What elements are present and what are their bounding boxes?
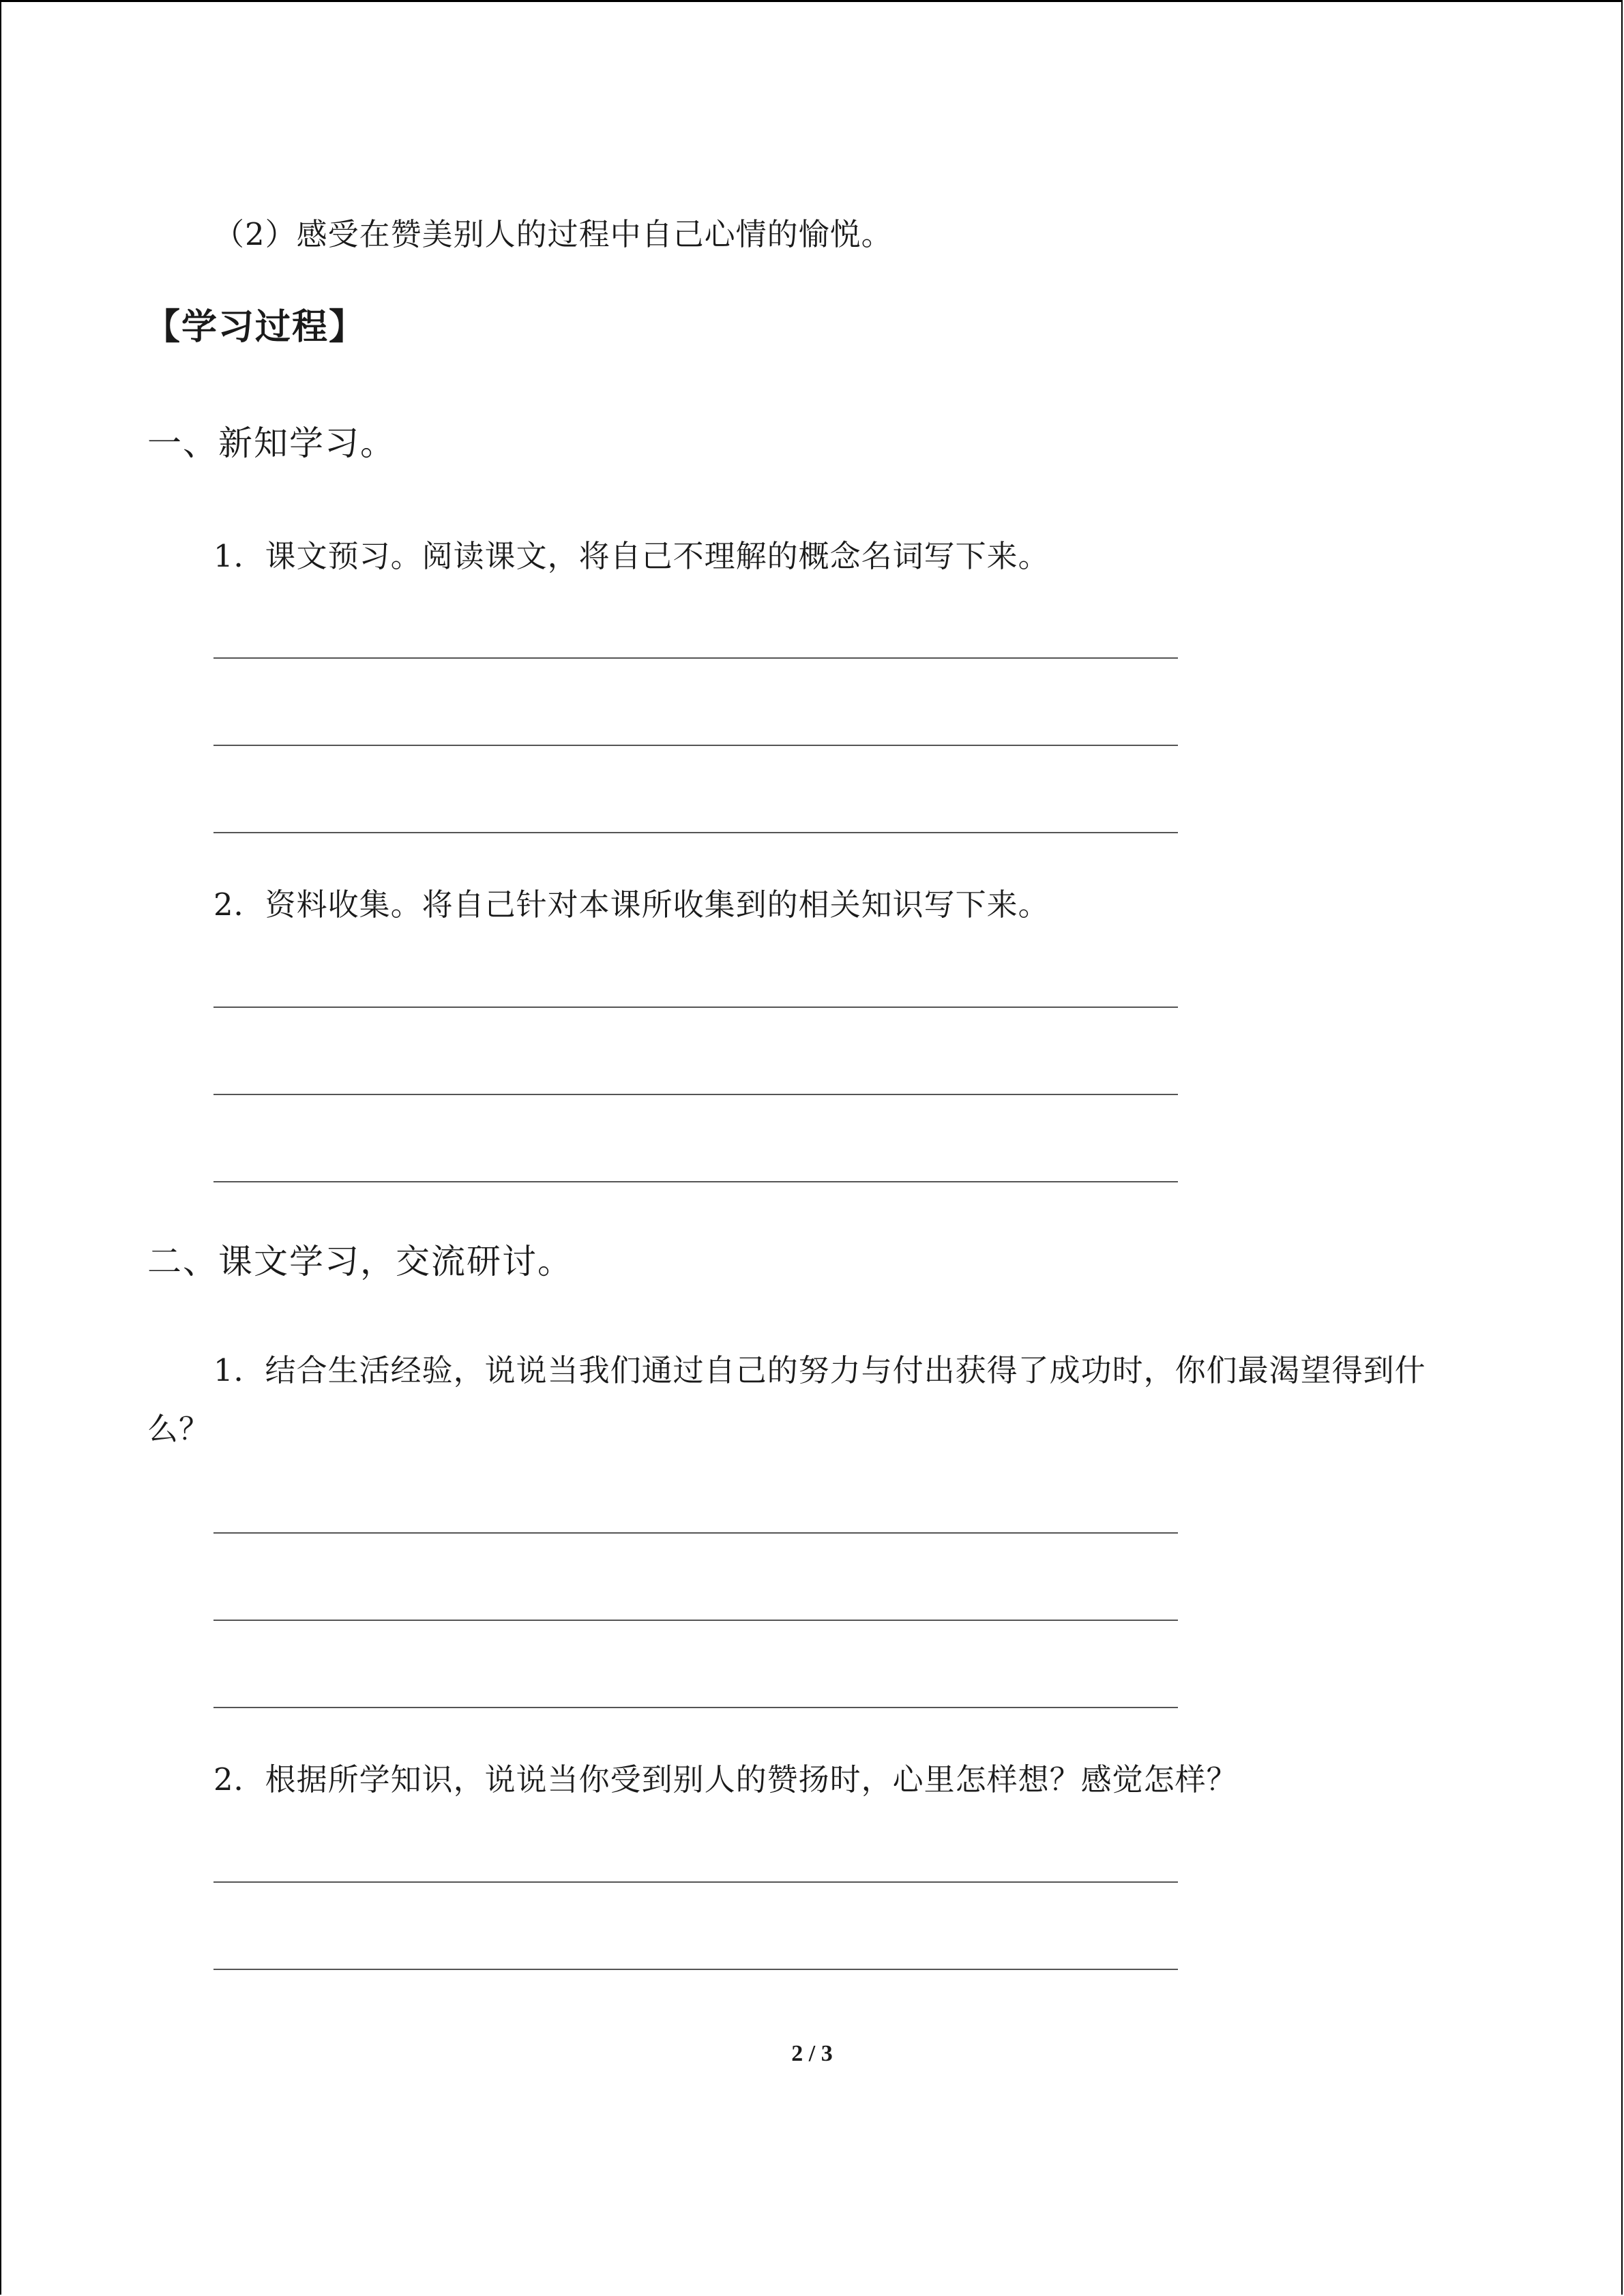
answer-line[interactable] (213, 832, 1178, 833)
answer-line[interactable] (213, 1007, 1178, 1008)
answer-line[interactable] (213, 1881, 1178, 1883)
answer-line[interactable] (213, 1707, 1178, 1708)
section-2-question-1: 1．结合生活经验，说说当我们通过自己的努力与付出获得了成功时，你们最渴望得到什么？ (147, 1352, 1426, 1447)
section-1-question-1: 1．课文预习。阅读课文，将自己不理解的概念名词写下来。 (213, 538, 1050, 574)
section-2-question-2: 2．根据所学知识，说说当你受到别人的赞扬时，心里怎样想？感觉怎样？ (213, 1761, 1238, 1798)
objective-item-2: （2）感受在赞美别人的过程中自己心情的愉悦。 (213, 216, 893, 252)
answer-line[interactable] (213, 657, 1178, 659)
answer-line[interactable] (213, 745, 1178, 746)
page-number: 2 / 3 (791, 2041, 833, 2066)
process-heading: 【学习过程】 (145, 307, 366, 348)
answer-line[interactable] (213, 1181, 1178, 1182)
answer-line[interactable] (213, 1620, 1178, 1621)
section-2-title: 二、课文学习，交流研讨。 (147, 1242, 573, 1281)
answer-line[interactable] (213, 1094, 1178, 1095)
section-1-question-2: 2．资料收集。将自己针对本课所收集到的相关知识写下来。 (213, 886, 1050, 923)
answer-line[interactable] (213, 1969, 1178, 1970)
answer-line[interactable] (213, 1532, 1178, 1534)
section-1-title: 一、新知学习。 (147, 423, 396, 463)
